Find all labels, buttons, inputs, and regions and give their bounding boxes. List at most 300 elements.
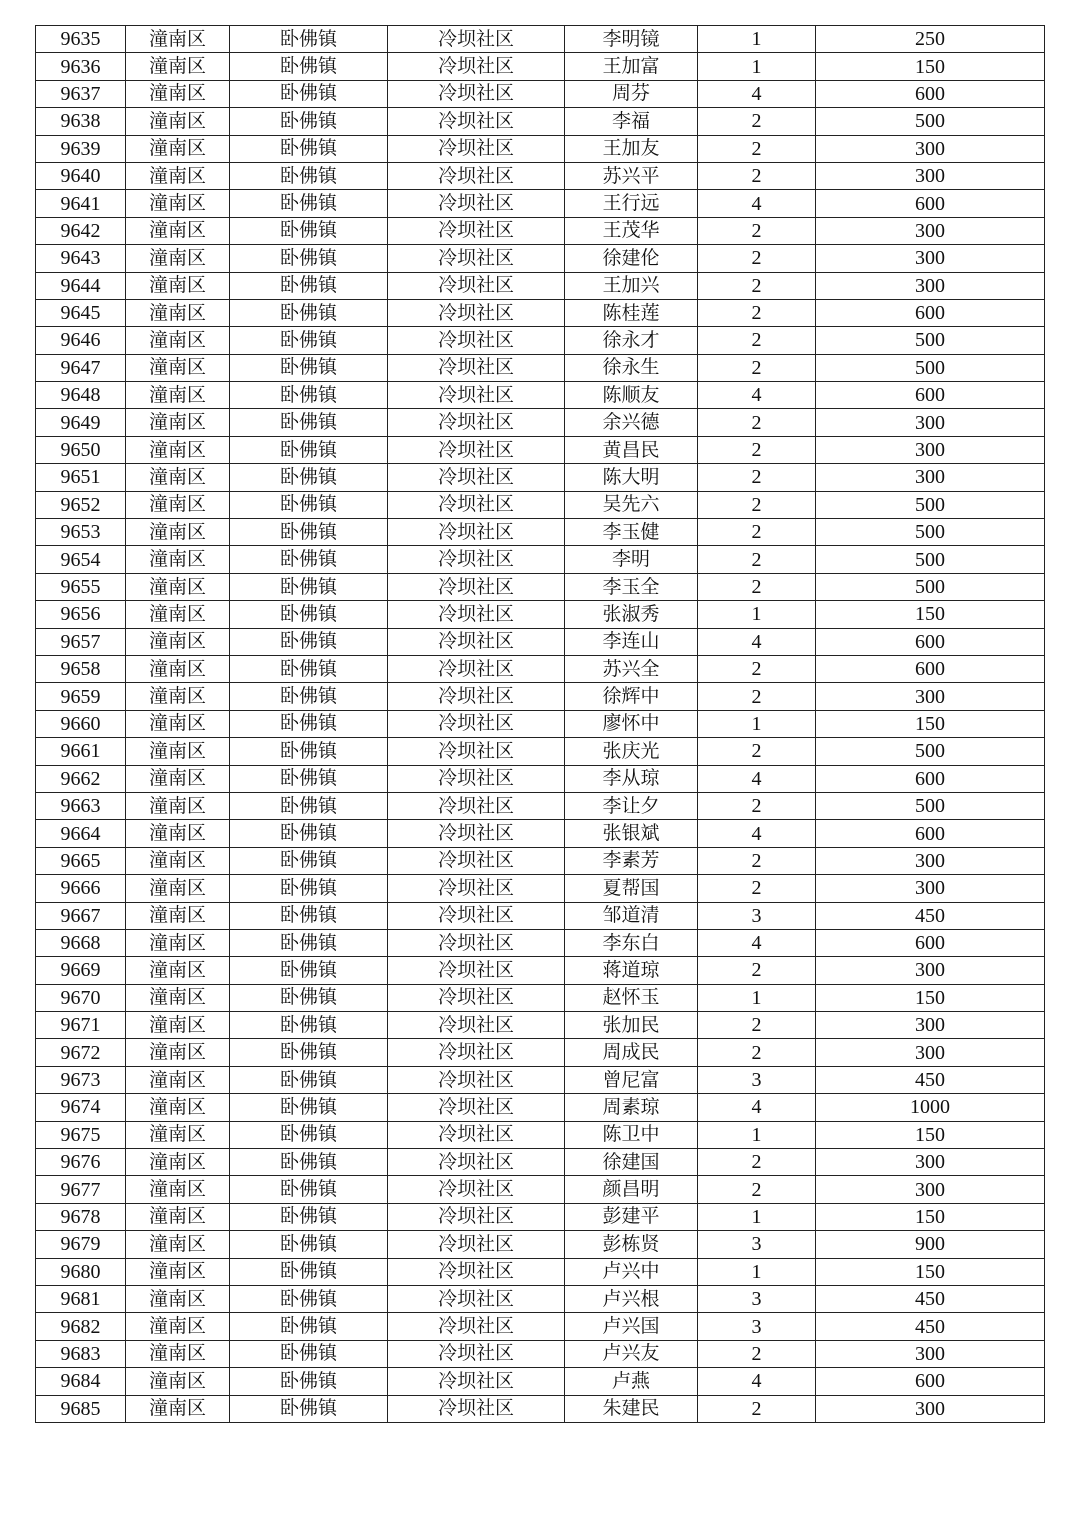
count-cell: 2 bbox=[698, 272, 816, 299]
table-row bbox=[36, 1258, 1045, 1285]
district-cell: 潼南区 bbox=[126, 327, 230, 354]
serial-cell: 9667 bbox=[36, 902, 126, 929]
community-cell: 冷坝社区 bbox=[388, 519, 565, 546]
district-cell: 潼南区 bbox=[126, 1066, 230, 1093]
name-cell: 周芬 bbox=[565, 80, 698, 107]
district-cell: 潼南区 bbox=[126, 820, 230, 847]
community-cell: 冷坝社区 bbox=[388, 984, 565, 1011]
amount-cell: 500 bbox=[816, 519, 1045, 546]
count-cell: 2 bbox=[698, 1340, 816, 1367]
table-row bbox=[36, 1012, 1045, 1039]
table-row bbox=[36, 1039, 1045, 1066]
town-cell: 卧佛镇 bbox=[230, 792, 388, 819]
name-cell: 苏兴平 bbox=[565, 162, 698, 189]
table-body bbox=[36, 26, 1045, 1423]
amount-cell: 300 bbox=[816, 245, 1045, 272]
serial-cell: 9661 bbox=[36, 738, 126, 765]
district-cell: 潼南区 bbox=[126, 1285, 230, 1312]
community-cell: 冷坝社区 bbox=[388, 272, 565, 299]
name-cell: 李素芳 bbox=[565, 847, 698, 874]
community-cell: 冷坝社区 bbox=[388, 327, 565, 354]
table-row bbox=[36, 382, 1045, 409]
community-cell: 冷坝社区 bbox=[388, 765, 565, 792]
serial-cell: 9657 bbox=[36, 628, 126, 655]
district-cell: 潼南区 bbox=[126, 1395, 230, 1422]
name-cell: 陈卫中 bbox=[565, 1121, 698, 1148]
count-cell: 2 bbox=[698, 683, 816, 710]
community-cell: 冷坝社区 bbox=[388, 820, 565, 847]
district-cell: 潼南区 bbox=[126, 683, 230, 710]
community-cell: 冷坝社区 bbox=[388, 573, 565, 600]
name-cell: 李福 bbox=[565, 108, 698, 135]
amount-cell: 600 bbox=[816, 382, 1045, 409]
count-cell: 2 bbox=[698, 957, 816, 984]
town-cell: 卧佛镇 bbox=[230, 327, 388, 354]
table-row bbox=[36, 655, 1045, 682]
count-cell: 2 bbox=[698, 436, 816, 463]
name-cell: 王加兴 bbox=[565, 272, 698, 299]
district-cell: 潼南区 bbox=[126, 382, 230, 409]
amount-cell: 300 bbox=[816, 409, 1045, 436]
community-cell: 冷坝社区 bbox=[388, 1340, 565, 1367]
table-row bbox=[36, 1176, 1045, 1203]
name-cell: 徐永生 bbox=[565, 354, 698, 381]
town-cell: 卧佛镇 bbox=[230, 1066, 388, 1093]
name-cell: 陈顺友 bbox=[565, 382, 698, 409]
town-cell: 卧佛镇 bbox=[230, 847, 388, 874]
name-cell: 李东白 bbox=[565, 929, 698, 956]
count-cell: 2 bbox=[698, 491, 816, 518]
amount-cell: 500 bbox=[816, 491, 1045, 518]
count-cell: 2 bbox=[698, 792, 816, 819]
serial-cell: 9679 bbox=[36, 1231, 126, 1258]
table-row bbox=[36, 108, 1045, 135]
town-cell: 卧佛镇 bbox=[230, 162, 388, 189]
community-cell: 冷坝社区 bbox=[388, 1121, 565, 1148]
district-cell: 潼南区 bbox=[126, 1203, 230, 1230]
town-cell: 卧佛镇 bbox=[230, 1012, 388, 1039]
amount-cell: 450 bbox=[816, 1066, 1045, 1093]
count-cell: 2 bbox=[698, 655, 816, 682]
amount-cell: 150 bbox=[816, 1121, 1045, 1148]
district-cell: 潼南区 bbox=[126, 272, 230, 299]
town-cell: 卧佛镇 bbox=[230, 1231, 388, 1258]
district-cell: 潼南区 bbox=[126, 847, 230, 874]
town-cell: 卧佛镇 bbox=[230, 573, 388, 600]
table-row bbox=[36, 1313, 1045, 1340]
community-cell: 冷坝社区 bbox=[388, 436, 565, 463]
community-cell: 冷坝社区 bbox=[388, 409, 565, 436]
district-cell: 潼南区 bbox=[126, 929, 230, 956]
name-cell: 李玉健 bbox=[565, 519, 698, 546]
community-cell: 冷坝社区 bbox=[388, 1313, 565, 1340]
community-cell: 冷坝社区 bbox=[388, 1012, 565, 1039]
count-cell: 3 bbox=[698, 1066, 816, 1093]
community-cell: 冷坝社区 bbox=[388, 162, 565, 189]
town-cell: 卧佛镇 bbox=[230, 53, 388, 80]
community-cell: 冷坝社区 bbox=[388, 902, 565, 929]
community-cell: 冷坝社区 bbox=[388, 464, 565, 491]
district-cell: 潼南区 bbox=[126, 1039, 230, 1066]
district-cell: 潼南区 bbox=[126, 1258, 230, 1285]
count-cell: 3 bbox=[698, 1313, 816, 1340]
community-cell: 冷坝社区 bbox=[388, 1149, 565, 1176]
serial-cell: 9675 bbox=[36, 1121, 126, 1148]
count-cell: 2 bbox=[698, 354, 816, 381]
serial-cell: 9683 bbox=[36, 1340, 126, 1367]
name-cell: 李让夕 bbox=[565, 792, 698, 819]
amount-cell: 150 bbox=[816, 1203, 1045, 1230]
name-cell: 李玉全 bbox=[565, 573, 698, 600]
district-cell: 潼南区 bbox=[126, 1313, 230, 1340]
town-cell: 卧佛镇 bbox=[230, 409, 388, 436]
community-cell: 冷坝社区 bbox=[388, 1368, 565, 1395]
name-cell: 赵怀玉 bbox=[565, 984, 698, 1011]
amount-cell: 450 bbox=[816, 1285, 1045, 1312]
count-cell: 2 bbox=[698, 1149, 816, 1176]
serial-cell: 9660 bbox=[36, 710, 126, 737]
count-cell: 4 bbox=[698, 929, 816, 956]
amount-cell: 450 bbox=[816, 1313, 1045, 1340]
table-row bbox=[36, 710, 1045, 737]
count-cell: 2 bbox=[698, 217, 816, 244]
serial-cell: 9672 bbox=[36, 1039, 126, 1066]
amount-cell: 600 bbox=[816, 820, 1045, 847]
town-cell: 卧佛镇 bbox=[230, 546, 388, 573]
district-cell: 潼南区 bbox=[126, 738, 230, 765]
name-cell: 王加富 bbox=[565, 53, 698, 80]
count-cell: 1 bbox=[698, 1121, 816, 1148]
district-cell: 潼南区 bbox=[126, 519, 230, 546]
district-cell: 潼南区 bbox=[126, 875, 230, 902]
count-cell: 4 bbox=[698, 80, 816, 107]
district-cell: 潼南区 bbox=[126, 491, 230, 518]
community-cell: 冷坝社区 bbox=[388, 190, 565, 217]
town-cell: 卧佛镇 bbox=[230, 929, 388, 956]
name-cell: 徐建伦 bbox=[565, 245, 698, 272]
name-cell: 王茂华 bbox=[565, 217, 698, 244]
amount-cell: 900 bbox=[816, 1231, 1045, 1258]
amount-cell: 300 bbox=[816, 162, 1045, 189]
amount-cell: 300 bbox=[816, 1176, 1045, 1203]
amount-cell: 600 bbox=[816, 1368, 1045, 1395]
count-cell: 3 bbox=[698, 902, 816, 929]
count-cell: 4 bbox=[698, 1094, 816, 1121]
community-cell: 冷坝社区 bbox=[388, 546, 565, 573]
town-cell: 卧佛镇 bbox=[230, 354, 388, 381]
district-cell: 潼南区 bbox=[126, 190, 230, 217]
amount-cell: 150 bbox=[816, 710, 1045, 737]
community-cell: 冷坝社区 bbox=[388, 792, 565, 819]
community-cell: 冷坝社区 bbox=[388, 53, 565, 80]
district-cell: 潼南区 bbox=[126, 902, 230, 929]
serial-cell: 9685 bbox=[36, 1395, 126, 1422]
table-row bbox=[36, 217, 1045, 244]
table-row bbox=[36, 546, 1045, 573]
name-cell: 卢兴根 bbox=[565, 1285, 698, 1312]
count-cell: 3 bbox=[698, 1285, 816, 1312]
count-cell: 2 bbox=[698, 1039, 816, 1066]
town-cell: 卧佛镇 bbox=[230, 135, 388, 162]
table-row bbox=[36, 820, 1045, 847]
count-cell: 4 bbox=[698, 190, 816, 217]
town-cell: 卧佛镇 bbox=[230, 1149, 388, 1176]
table-row bbox=[36, 957, 1045, 984]
count-cell: 4 bbox=[698, 765, 816, 792]
count-cell: 2 bbox=[698, 108, 816, 135]
serial-cell: 9641 bbox=[36, 190, 126, 217]
town-cell: 卧佛镇 bbox=[230, 655, 388, 682]
town-cell: 卧佛镇 bbox=[230, 26, 388, 53]
count-cell: 2 bbox=[698, 464, 816, 491]
community-cell: 冷坝社区 bbox=[388, 354, 565, 381]
count-cell: 1 bbox=[698, 984, 816, 1011]
town-cell: 卧佛镇 bbox=[230, 875, 388, 902]
community-cell: 冷坝社区 bbox=[388, 875, 565, 902]
count-cell: 2 bbox=[698, 299, 816, 326]
district-cell: 潼南区 bbox=[126, 792, 230, 819]
table-row bbox=[36, 1066, 1045, 1093]
town-cell: 卧佛镇 bbox=[230, 957, 388, 984]
name-cell: 张淑秀 bbox=[565, 601, 698, 628]
district-cell: 潼南区 bbox=[126, 655, 230, 682]
town-cell: 卧佛镇 bbox=[230, 436, 388, 463]
count-cell: 1 bbox=[698, 53, 816, 80]
community-cell: 冷坝社区 bbox=[388, 1203, 565, 1230]
serial-cell: 9659 bbox=[36, 683, 126, 710]
name-cell: 徐永才 bbox=[565, 327, 698, 354]
amount-cell: 600 bbox=[816, 299, 1045, 326]
serial-cell: 9646 bbox=[36, 327, 126, 354]
district-cell: 潼南区 bbox=[126, 409, 230, 436]
serial-cell: 9656 bbox=[36, 601, 126, 628]
name-cell: 卢燕 bbox=[565, 1368, 698, 1395]
data-table bbox=[35, 25, 1045, 1423]
district-cell: 潼南区 bbox=[126, 710, 230, 737]
town-cell: 卧佛镇 bbox=[230, 491, 388, 518]
district-cell: 潼南区 bbox=[126, 1368, 230, 1395]
serial-cell: 9644 bbox=[36, 272, 126, 299]
town-cell: 卧佛镇 bbox=[230, 1258, 388, 1285]
community-cell: 冷坝社区 bbox=[388, 299, 565, 326]
table-row bbox=[36, 792, 1045, 819]
amount-cell: 300 bbox=[816, 1039, 1045, 1066]
district-cell: 潼南区 bbox=[126, 957, 230, 984]
table-row bbox=[36, 436, 1045, 463]
name-cell: 王行远 bbox=[565, 190, 698, 217]
amount-cell: 500 bbox=[816, 327, 1045, 354]
serial-cell: 9658 bbox=[36, 655, 126, 682]
town-cell: 卧佛镇 bbox=[230, 1203, 388, 1230]
table-row bbox=[36, 272, 1045, 299]
community-cell: 冷坝社区 bbox=[388, 1094, 565, 1121]
amount-cell: 150 bbox=[816, 1258, 1045, 1285]
name-cell: 卢兴友 bbox=[565, 1340, 698, 1367]
district-cell: 潼南区 bbox=[126, 546, 230, 573]
table-row bbox=[36, 245, 1045, 272]
community-cell: 冷坝社区 bbox=[388, 1066, 565, 1093]
name-cell: 徐辉中 bbox=[565, 683, 698, 710]
community-cell: 冷坝社区 bbox=[388, 217, 565, 244]
serial-cell: 9649 bbox=[36, 409, 126, 436]
community-cell: 冷坝社区 bbox=[388, 957, 565, 984]
table-row bbox=[36, 190, 1045, 217]
name-cell: 苏兴全 bbox=[565, 655, 698, 682]
district-cell: 潼南区 bbox=[126, 573, 230, 600]
name-cell: 邹道清 bbox=[565, 902, 698, 929]
count-cell: 2 bbox=[698, 573, 816, 600]
community-cell: 冷坝社区 bbox=[388, 601, 565, 628]
community-cell: 冷坝社区 bbox=[388, 1258, 565, 1285]
town-cell: 卧佛镇 bbox=[230, 1121, 388, 1148]
town-cell: 卧佛镇 bbox=[230, 902, 388, 929]
town-cell: 卧佛镇 bbox=[230, 820, 388, 847]
name-cell: 李明镜 bbox=[565, 26, 698, 53]
amount-cell: 1000 bbox=[816, 1094, 1045, 1121]
town-cell: 卧佛镇 bbox=[230, 272, 388, 299]
serial-cell: 9650 bbox=[36, 436, 126, 463]
serial-cell: 9681 bbox=[36, 1285, 126, 1312]
amount-cell: 300 bbox=[816, 875, 1045, 902]
community-cell: 冷坝社区 bbox=[388, 847, 565, 874]
district-cell: 潼南区 bbox=[126, 1094, 230, 1121]
count-cell: 2 bbox=[698, 327, 816, 354]
amount-cell: 300 bbox=[816, 957, 1045, 984]
district-cell: 潼南区 bbox=[126, 984, 230, 1011]
name-cell: 颜昌明 bbox=[565, 1176, 698, 1203]
amount-cell: 300 bbox=[816, 135, 1045, 162]
serial-cell: 9648 bbox=[36, 382, 126, 409]
district-cell: 潼南区 bbox=[126, 217, 230, 244]
town-cell: 卧佛镇 bbox=[230, 1395, 388, 1422]
district-cell: 潼南区 bbox=[126, 1231, 230, 1258]
table-row bbox=[36, 875, 1045, 902]
serial-cell: 9664 bbox=[36, 820, 126, 847]
amount-cell: 300 bbox=[816, 1149, 1045, 1176]
amount-cell: 600 bbox=[816, 190, 1045, 217]
district-cell: 潼南区 bbox=[126, 765, 230, 792]
district-cell: 潼南区 bbox=[126, 162, 230, 189]
town-cell: 卧佛镇 bbox=[230, 299, 388, 326]
count-cell: 4 bbox=[698, 1368, 816, 1395]
name-cell: 陈大明 bbox=[565, 464, 698, 491]
amount-cell: 500 bbox=[816, 354, 1045, 381]
amount-cell: 450 bbox=[816, 902, 1045, 929]
table-row bbox=[36, 765, 1045, 792]
count-cell: 2 bbox=[698, 519, 816, 546]
name-cell: 李连山 bbox=[565, 628, 698, 655]
town-cell: 卧佛镇 bbox=[230, 108, 388, 135]
district-cell: 潼南区 bbox=[126, 1176, 230, 1203]
table-row bbox=[36, 464, 1045, 491]
count-cell: 2 bbox=[698, 1176, 816, 1203]
town-cell: 卧佛镇 bbox=[230, 1285, 388, 1312]
serial-cell: 9680 bbox=[36, 1258, 126, 1285]
table-row bbox=[36, 1395, 1045, 1422]
table-row bbox=[36, 1368, 1045, 1395]
amount-cell: 300 bbox=[816, 217, 1045, 244]
amount-cell: 500 bbox=[816, 546, 1045, 573]
town-cell: 卧佛镇 bbox=[230, 217, 388, 244]
count-cell: 2 bbox=[698, 847, 816, 874]
name-cell: 周素琼 bbox=[565, 1094, 698, 1121]
serial-cell: 9665 bbox=[36, 847, 126, 874]
amount-cell: 500 bbox=[816, 108, 1045, 135]
name-cell: 曾尼富 bbox=[565, 1066, 698, 1093]
town-cell: 卧佛镇 bbox=[230, 1094, 388, 1121]
community-cell: 冷坝社区 bbox=[388, 135, 565, 162]
community-cell: 冷坝社区 bbox=[388, 628, 565, 655]
district-cell: 潼南区 bbox=[126, 1340, 230, 1367]
table-row bbox=[36, 354, 1045, 381]
district-cell: 潼南区 bbox=[126, 628, 230, 655]
town-cell: 卧佛镇 bbox=[230, 1340, 388, 1367]
community-cell: 冷坝社区 bbox=[388, 710, 565, 737]
serial-cell: 9651 bbox=[36, 464, 126, 491]
table-row bbox=[36, 409, 1045, 436]
district-cell: 潼南区 bbox=[126, 601, 230, 628]
name-cell: 周成民 bbox=[565, 1039, 698, 1066]
serial-cell: 9669 bbox=[36, 957, 126, 984]
table-row bbox=[36, 519, 1045, 546]
table-row bbox=[36, 1203, 1045, 1230]
district-cell: 潼南区 bbox=[126, 53, 230, 80]
table-row bbox=[36, 628, 1045, 655]
count-cell: 3 bbox=[698, 1231, 816, 1258]
serial-cell: 9682 bbox=[36, 1313, 126, 1340]
town-cell: 卧佛镇 bbox=[230, 464, 388, 491]
serial-cell: 9645 bbox=[36, 299, 126, 326]
town-cell: 卧佛镇 bbox=[230, 1039, 388, 1066]
community-cell: 冷坝社区 bbox=[388, 738, 565, 765]
town-cell: 卧佛镇 bbox=[230, 628, 388, 655]
count-cell: 4 bbox=[698, 382, 816, 409]
town-cell: 卧佛镇 bbox=[230, 984, 388, 1011]
table-row bbox=[36, 80, 1045, 107]
serial-cell: 9663 bbox=[36, 792, 126, 819]
community-cell: 冷坝社区 bbox=[388, 683, 565, 710]
amount-cell: 500 bbox=[816, 573, 1045, 600]
district-cell: 潼南区 bbox=[126, 464, 230, 491]
amount-cell: 300 bbox=[816, 1012, 1045, 1039]
name-cell: 陈桂莲 bbox=[565, 299, 698, 326]
name-cell: 夏帮国 bbox=[565, 875, 698, 902]
table-row bbox=[36, 327, 1045, 354]
town-cell: 卧佛镇 bbox=[230, 1313, 388, 1340]
table-row bbox=[36, 902, 1045, 929]
district-cell: 潼南区 bbox=[126, 1149, 230, 1176]
serial-cell: 9647 bbox=[36, 354, 126, 381]
serial-cell: 9639 bbox=[36, 135, 126, 162]
table-row bbox=[36, 984, 1045, 1011]
town-cell: 卧佛镇 bbox=[230, 190, 388, 217]
community-cell: 冷坝社区 bbox=[388, 491, 565, 518]
district-cell: 潼南区 bbox=[126, 245, 230, 272]
community-cell: 冷坝社区 bbox=[388, 108, 565, 135]
district-cell: 潼南区 bbox=[126, 135, 230, 162]
serial-cell: 9674 bbox=[36, 1094, 126, 1121]
count-cell: 2 bbox=[698, 546, 816, 573]
district-cell: 潼南区 bbox=[126, 354, 230, 381]
count-cell: 1 bbox=[698, 710, 816, 737]
serial-cell: 9655 bbox=[36, 573, 126, 600]
serial-cell: 9640 bbox=[36, 162, 126, 189]
name-cell: 吴先六 bbox=[565, 491, 698, 518]
community-cell: 冷坝社区 bbox=[388, 26, 565, 53]
serial-cell: 9652 bbox=[36, 491, 126, 518]
community-cell: 冷坝社区 bbox=[388, 245, 565, 272]
town-cell: 卧佛镇 bbox=[230, 1368, 388, 1395]
